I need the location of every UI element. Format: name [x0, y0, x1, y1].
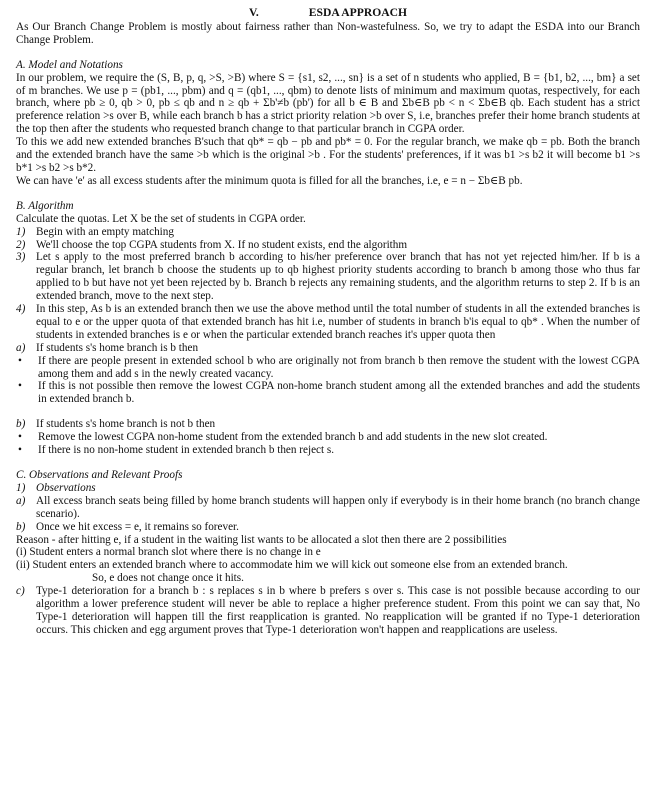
observations-heading: C. Observations and Relevant Proofs	[16, 469, 183, 481]
bullet-text: If there are people present in extended school b who are originally not from branch b then remove the student with the lowest CGPA among them and add s in the newly created vacancy.	[38, 354, 640, 380]
list-item	[16, 444, 640, 457]
step-label: 4)	[16, 303, 26, 316]
observations-subheading	[16, 482, 640, 495]
observation-item	[16, 521, 640, 534]
step-label: 1)	[16, 225, 26, 238]
case-text: If students s's home branch is not b then	[36, 418, 216, 431]
case-label: b)	[16, 418, 26, 431]
model-paragraph-2: To this we add new extended branches B'such that qb* = qb − pb and pb* = 0. For the regular branch, we make qb = pb. Both the branch and the extended branch have the same >b which is the original >b . For the students' preferences, if it was b1 >s b2 it will become b1 >s b*1 >s b2 >s b*2.	[16, 136, 640, 174]
bullet-icon: •	[18, 444, 22, 457]
bullet-text: If there is no non-home student in extended branch b then reject s.	[38, 444, 335, 457]
step-text: Begin with an empty matching	[36, 225, 174, 238]
algorithm-intro: Calculate the quotas. Let X be the set of students in CGPA order.	[16, 212, 306, 225]
observation-text: Once we hit excess = e, it remains so forever.	[36, 520, 239, 533]
case-a	[16, 342, 640, 355]
bullet-text: If this is not possible then remove the lowest CGPA non-home branch student among all the extended branches and add the students in extended branch b.	[38, 380, 640, 406]
observation-label: c)	[16, 585, 25, 598]
reason-text: Reason - after hitting e, if a student in the waiting list wants to be allocated a slot then there are 2 possibilities	[16, 533, 507, 546]
bullet-icon: •	[18, 380, 22, 393]
reason-item-i: (i) Student enters a normal branch slot where there is no change in e	[16, 546, 321, 559]
observation-item	[16, 585, 640, 637]
bullet-icon: •	[18, 354, 22, 367]
model-paragraph-3: We can have 'e' as all excess students after the minimum quota is filled for all the branches, i.e, e = n − Σb∈B pb.	[16, 174, 523, 187]
case-text: If students s's home branch is b then	[36, 341, 199, 354]
document-page	[16, 7, 640, 637]
algorithm-heading: B. Algorithm	[16, 199, 74, 212]
observation-item	[16, 495, 640, 521]
algorithm-step	[16, 226, 640, 239]
bullet-text: Remove the lowest CGPA non-home student from the extended branch b and add students in the new slot created.	[38, 431, 548, 444]
section-number: V.	[248, 6, 259, 19]
list-item	[16, 431, 640, 444]
bullet-icon: •	[18, 431, 22, 444]
model-heading: A. Model and Notations	[16, 58, 123, 71]
observation-label: a)	[16, 494, 26, 507]
algorithm-step	[16, 239, 640, 252]
section-intro: As Our Branch Change Problem is mostly about fairness rather than Non-wastefulness. So, we try to adapt the ESDA into our Branch Change Problem.	[16, 20, 640, 46]
observation-text: Type-1 deterioration for a branch b : s replaces s in b where b prefers s over s. This case is not possible because according to our algorithm a lower preference student will never be able to replace a higher preference student. From this point we can say that, No Type-1 deterioration will happen till the first reapplication is granted. No reapplication will be granted if no Type-1 deterioration occurs. This chicken and egg argument proves that Type-1 deterioration won't happen and reapplications are useless.	[36, 585, 640, 636]
step-label: 3)	[16, 251, 26, 264]
section-title-text: ESDA APPROACH	[308, 6, 408, 19]
list-item	[16, 355, 640, 381]
algorithm-step	[16, 251, 640, 303]
reason-conclusion: So, e does not change once it hits.	[92, 572, 244, 585]
model-paragraph-1: In our problem, we require the (S, B, p, q, >S, >B) where S = {s1, s2, ..., sn} is a set of n students who applied, B = {b1, b2, ..., bm} a set of m branches. We use p = (pb1, ..., pbm) and q = (qb1, ..., qbm) to denote lists of minimum and maximum quotas, respectively, for each branch, where pb ≥ 0, qb > 0, pb ≤ qb and n ≥ qb + Σb'≠b (pb') for all b ∈ B and Σb∈B pb < n < Σb∈B qb. Each student has a strict preference relation >s over B, while each branch b has a strict priority relation >b over S, i.e, branches prefer their home branch students at the top then after the students who requested branch change to that particular branch in CGPA order.	[16, 71, 640, 136]
step-text: We'll choose the top CGPA students from X. If no student exists, end the algorithm	[36, 238, 408, 251]
step-text: Let s apply to the most preferred branch b according to his/her preference over branch that has not yet rejected him/her. If b is a regular branch, let branch b choose the students up to qb highest priority students according to branch b among those who thus far applied to b but have not yet been rejected by b. Branch b rejects any remaining students, and the algorithm returns to step 2. If b is an extended branch, move to the next step.	[36, 251, 640, 303]
observation-text: All excess branch seats being filled by home branch students will happen only if everybody is in their home branch (no branch change scenario).	[36, 494, 640, 520]
step-text: In this step, As b is an extended branch then we use the above method until the total number of students in all the extended branches is equal to e or the upper quota of that extended branch has hit i.e, number of students in branch b'is equal to qb* . When the number of students in extended branches is e or when the particular extended branch reaches it's upper quota then	[36, 303, 640, 341]
reason-item-ii: (ii) Student enters an extended branch where to accommodate him we will kick out someone else from an extended branch.	[16, 559, 568, 572]
observation-label: b)	[16, 520, 26, 533]
subheading-text: Observations	[36, 481, 96, 494]
algorithm-step	[16, 303, 640, 342]
section-title	[16, 7, 640, 20]
list-item	[16, 380, 640, 406]
step-label: 2)	[16, 238, 26, 251]
case-b	[16, 418, 640, 431]
case-label: a)	[16, 341, 26, 354]
subheading-label: 1)	[16, 481, 26, 494]
